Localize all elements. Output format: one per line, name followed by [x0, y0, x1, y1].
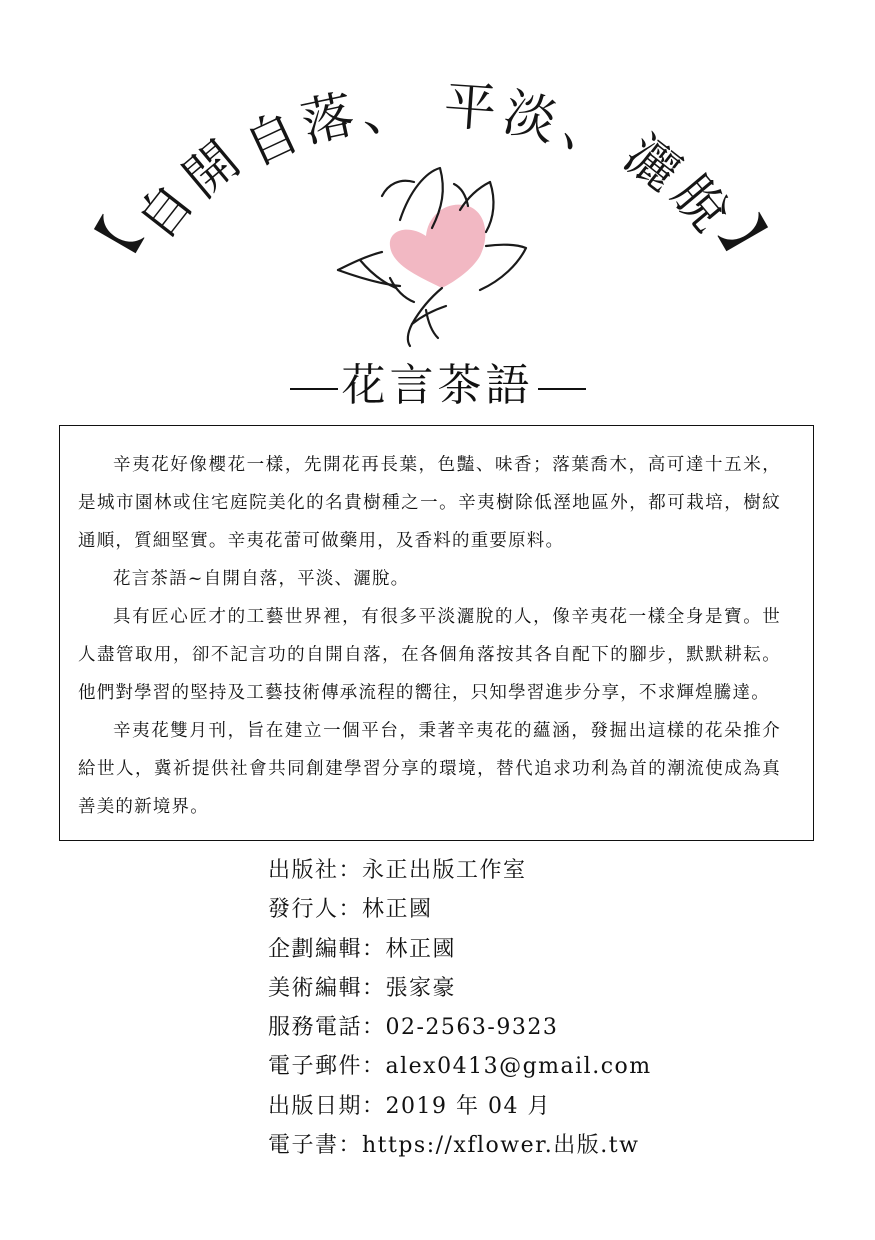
title-bracket-right: 】 [709, 208, 787, 284]
credit-issuer: 發行人：林正國 [268, 897, 433, 923]
intro-paragraph: 花言茶語~自開自落，平淡、灑脫。 [113, 569, 410, 589]
magnolia-flower-heart-logo-icon [330, 160, 550, 350]
credit-phone: 服務電話：02-2563-9323 [268, 1015, 559, 1041]
credit-publish-date: 出版日期：2019 年 04 月 [268, 1093, 551, 1119]
intro-text-box [59, 425, 814, 841]
intro-paragraph: 辛夷花雙月刊，旨在建立一個平台，秉著辛夷花的蘊涵，發掘出這樣的花朵推介給世人，冀祈提供社會共同創建學習分享的環境，替代追求功利為首的潮流使成為真善美的新境界。 [78, 721, 781, 817]
credit-ebook-url: 電子書：https://xflower.出版.tw [268, 1133, 640, 1159]
title-char: 開 [172, 130, 252, 210]
intro-paragraph: 具有匠心匠才的工藝世界裡，有很多平淡灑脫的人，像辛夷花一樣全身是寶。世人盡管取用，卻不記言功的自開自落，在各個角落按其各自配下的腳步，默默耕耘。他們對學習的堅持及工藝技術傳承流程的嚮往，只知學習進步分享，不求輝煌騰達。 [78, 607, 781, 703]
subtitle-dash-left [290, 388, 338, 390]
title-char: 平 [441, 76, 499, 140]
credit-art-editor: 美術編輯：張家豪 [268, 975, 457, 1001]
title-bracket-left: 【 [75, 210, 153, 286]
publication-credits [268, 851, 828, 1165]
subtitle-text: 花言茶語 [341, 360, 534, 411]
subtitle-dash-right [538, 388, 586, 390]
section-subtitle [0, 358, 875, 414]
credit-publisher: 出版社：永正出版工作室 [268, 858, 527, 883]
title-char: 落 [296, 85, 360, 155]
title-char: 、 [553, 97, 627, 175]
title-char: 自 [126, 173, 206, 251]
credit-planning-editor: 企劃編輯：林正國 [268, 936, 457, 962]
title-char: 淡 [497, 82, 563, 154]
title-char: 灑 [613, 124, 691, 204]
intro-paragraph: 辛夷花好像櫻花一樣，先開花再長葉，色豔、味香；落葉喬木，高可達十五米，是城市園林或住宅庭院美化的名貴樹種之一。辛夷樹除低溼地區外，都可栽培，樹紋通順，質細堅實。辛夷花蕾可做藥用，及香料的重要原料。 [78, 455, 781, 551]
title-char: 自 [235, 101, 309, 179]
title-char: 、 [359, 80, 417, 144]
credit-email: 電子郵件：alex0413@gmail.com [268, 1054, 652, 1080]
title-char: 脫 [660, 164, 740, 244]
